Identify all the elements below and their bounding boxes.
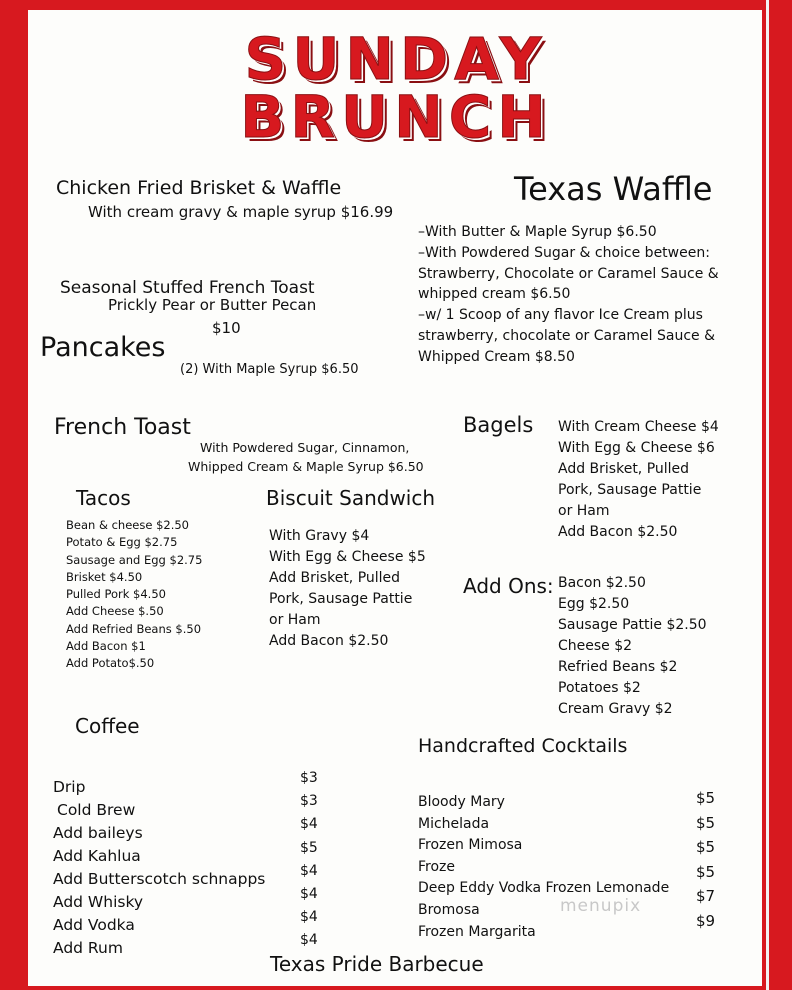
- cocktails-prices: [696, 786, 715, 934]
- add-ons-item: Bacon $2.50: [558, 575, 646, 591]
- add-ons-heading: Add Ons:: [463, 574, 554, 598]
- bagels-line: or Ham: [558, 503, 610, 519]
- coffee-price: $5: [300, 839, 318, 856]
- pancakes-desc: (2) With Maple Syrup $6.50: [180, 362, 359, 377]
- chicken-brisket-heading: Chicken Fried Brisket & Waffle: [56, 177, 342, 199]
- bagels-line: With Egg & Cheese $6: [558, 440, 715, 456]
- bagels-heading: Bagels: [463, 413, 534, 437]
- coffee-price: $4: [300, 909, 318, 926]
- coffee-item: Add baileys: [53, 824, 143, 842]
- texas-waffle-line: –With Powdered Sugar & choice between:: [418, 244, 710, 261]
- cocktail-item: Froze: [418, 858, 456, 875]
- tacos-item: Add Bacon $1: [66, 639, 146, 654]
- cocktail-price: $7: [696, 887, 716, 906]
- tacos-item: Pulled Pork $4.50: [66, 587, 166, 602]
- coffee-item: Add Kahlua: [53, 847, 141, 865]
- texas-waffle-heading: Texas Waffle: [514, 170, 713, 208]
- right-edge-line: [766, 0, 769, 990]
- add-ons-item: Egg $2.50: [558, 596, 630, 612]
- tacos-item: Add Potato$.50: [66, 656, 155, 671]
- seasonal-french-toast-heading: Seasonal Stuffed French Toast: [60, 278, 315, 298]
- texas-waffle-line: –With Butter & Maple Syrup $6.50: [418, 224, 657, 240]
- biscuit-line: Add Brisket, Pulled: [269, 570, 401, 586]
- cocktail-price: $5: [696, 838, 716, 857]
- biscuit-line: or Ham: [269, 612, 321, 628]
- add-ons-item: Refried Beans $2: [558, 659, 678, 675]
- texas-waffle-line: –w/ 1 Scoop of any flavor Ice Cream plus: [418, 307, 703, 324]
- seasonal-french-toast-desc: Prickly Pear or Butter Pecan: [108, 296, 317, 314]
- tacos-item: Add Cheese $.50: [66, 604, 164, 619]
- footer-restaurant-name: Texas Pride Barbecue: [270, 952, 484, 976]
- cocktail-price: $9: [696, 911, 716, 930]
- tacos-item: Sausage and Egg $2.75: [66, 552, 203, 567]
- texas-waffle-lines: [418, 222, 719, 368]
- texas-waffle-line: strawberry, chocolate or Caramel Sauce &: [418, 327, 716, 344]
- biscuit-line: Pork, Sausage Pattie: [269, 591, 413, 607]
- cocktails-heading: Handcrafted Cocktails: [418, 735, 628, 757]
- cocktail-price: $5: [696, 789, 716, 807]
- add-ons-item: Cheese $2: [558, 638, 633, 654]
- coffee-prices: [300, 767, 318, 953]
- add-ons-item: Sausage Pattie $2.50: [558, 617, 707, 633]
- cocktail-item: Deep Eddy Vodka Frozen Lemonade: [418, 880, 670, 897]
- cocktail-price: $5: [696, 862, 716, 881]
- coffee-price: $4: [300, 862, 318, 879]
- tacos-item: Add Refried Beans $.50: [66, 621, 202, 636]
- texas-waffle-line: whipped cream $6.50: [418, 286, 571, 303]
- biscuit-line: With Gravy $4: [269, 528, 370, 544]
- tacos-heading: Tacos: [76, 486, 131, 510]
- coffee-item: Add Rum: [53, 939, 123, 957]
- add-ons-items: [558, 573, 707, 720]
- add-ons-item: Potatoes $2: [558, 680, 641, 696]
- french-toast-heading: French Toast: [54, 415, 191, 440]
- texas-waffle-line: Whipped Cream $8.50: [418, 348, 575, 365]
- coffee-heading: Coffee: [75, 714, 140, 738]
- cocktails-items: [418, 792, 669, 943]
- pancakes-heading: Pancakes: [40, 332, 166, 363]
- add-ons-item: Cream Gravy $2: [558, 701, 673, 717]
- coffee-item: Cold Brew: [57, 801, 136, 819]
- texas-waffle-line: Strawberry, Chocolate or Caramel Sauce &: [418, 265, 719, 282]
- coffee-price: $4: [300, 932, 318, 949]
- coffee-price: $3: [300, 793, 318, 810]
- cocktail-item: Frozen Mimosa: [418, 837, 523, 854]
- cocktail-item: Frozen Margarita: [418, 923, 536, 940]
- coffee-price: $4: [300, 886, 318, 903]
- coffee-item: Add Vodka: [53, 916, 135, 934]
- tacos-item: Bean & cheese $2.50: [66, 518, 189, 532]
- tacos-item: Brisket $4.50: [66, 569, 143, 584]
- biscuit-line: Add Bacon $2.50: [269, 633, 389, 649]
- coffee-item: Drip: [53, 778, 86, 796]
- title-brunch: BRUNCH: [240, 83, 552, 151]
- biscuit-sandwich-lines: [269, 526, 426, 652]
- cocktail-price: $5: [696, 813, 716, 832]
- coffee-item: Add Butterscotch schnapps: [53, 870, 266, 888]
- cocktail-item: Bromosa: [418, 901, 480, 918]
- biscuit-sandwich-heading: Biscuit Sandwich: [266, 486, 436, 510]
- bagels-line: Add Bacon $2.50: [558, 524, 678, 540]
- bagels-line: Add Brisket, Pulled: [558, 461, 690, 477]
- biscuit-line: With Egg & Cheese $5: [269, 549, 426, 565]
- bagels-line: With Cream Cheese $4: [558, 419, 719, 435]
- tacos-item: Potato & Egg $2.75: [66, 535, 178, 550]
- bagels-lines: [558, 417, 719, 543]
- cocktail-item: Bloody Mary: [418, 794, 505, 810]
- menupix-watermark: menupix: [560, 896, 642, 916]
- french-toast-desc-2: Whipped Cream & Maple Syrup $6.50: [188, 459, 424, 474]
- cocktail-item: Michelada: [418, 815, 490, 832]
- coffee-price: $4: [300, 816, 318, 833]
- coffee-price: $3: [300, 770, 318, 786]
- french-toast-desc-1: With Powdered Sugar, Cinnamon,: [200, 440, 410, 455]
- seasonal-french-toast-price: $10: [212, 319, 241, 337]
- coffee-item: Add Whisky: [53, 893, 144, 911]
- bagels-line: Pork, Sausage Pattie: [558, 482, 702, 498]
- chicken-brisket-desc: With cream gravy & maple syrup $16.99: [88, 203, 394, 221]
- title-sunday: SUNDAY: [244, 25, 548, 93]
- tacos-items: [66, 517, 202, 673]
- coffee-items: [53, 776, 265, 960]
